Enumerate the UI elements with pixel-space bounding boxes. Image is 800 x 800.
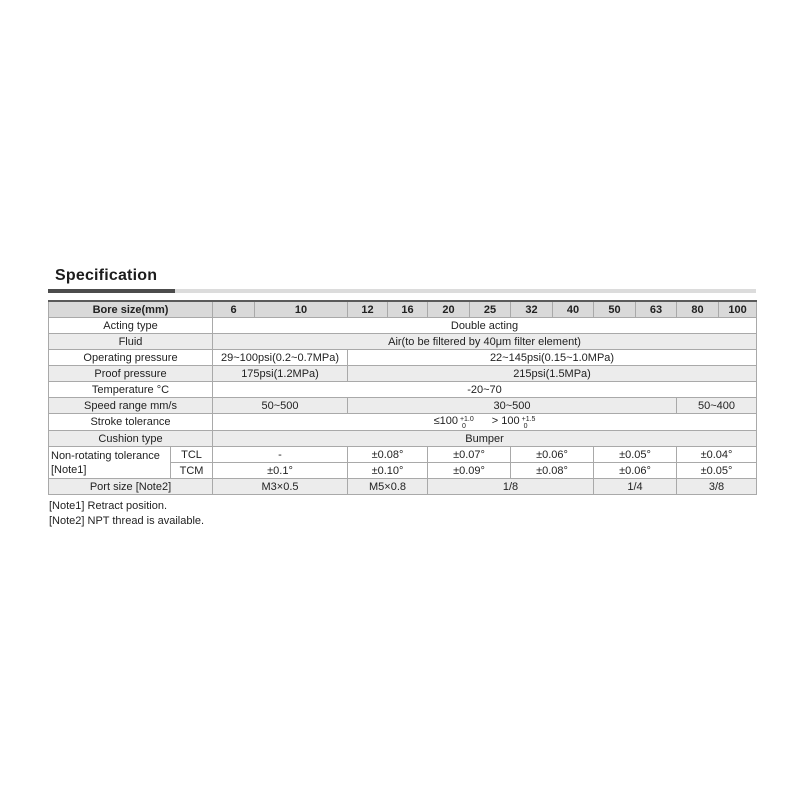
header-col-25: 25 <box>470 301 511 318</box>
stroke-tolerance-gt: > 100 <box>491 415 520 427</box>
header-col-50: 50 <box>594 301 636 318</box>
tcm-value-6-10: ±0.1° <box>213 463 348 479</box>
operating-pressure-small-bore: 29~100psi(0.2~0.7MPa) <box>213 350 348 366</box>
table-row-non-rotating-tcl <box>49 447 757 463</box>
tcm-value-80-100: ±0.05° <box>677 463 757 479</box>
title-underline <box>48 289 756 293</box>
header-col-40: 40 <box>553 301 594 318</box>
cushion-type-label: Cushion type <box>49 431 213 447</box>
speed-range-large-bore: 50~400 <box>677 398 757 414</box>
tcl-value-80-100: ±0.04° <box>677 447 757 463</box>
table-row-stroke-tolerance <box>49 414 757 431</box>
header-bore-size-label: Bore size(mm) <box>49 301 213 318</box>
footnotes <box>49 499 204 528</box>
page-title: Specification <box>55 267 158 284</box>
stroke-tolerance-le: ≤100 <box>433 415 458 427</box>
header-col-10: 10 <box>255 301 348 318</box>
tcl-value-6-10: - <box>213 447 348 463</box>
table-row-operating-pressure <box>49 350 757 366</box>
table-row-port-size <box>49 479 757 495</box>
tcm-value-32-40: ±0.08° <box>511 463 594 479</box>
tcm-value-12-16: ±0.10° <box>348 463 428 479</box>
non-rotating-label: Non-rotating tolerance [Note1] <box>49 447 171 479</box>
header-col-32: 32 <box>511 301 553 318</box>
stroke-tolerance-value <box>213 414 757 431</box>
cushion-type-value: Bumper <box>213 431 757 447</box>
header-col-12: 12 <box>348 301 388 318</box>
table-row-temperature <box>49 382 757 398</box>
proof-pressure-large-bore: 215psi(1.5MPa) <box>348 366 757 382</box>
temperature-value: -20~70 <box>213 382 757 398</box>
temperature-label: Temperature °C <box>49 382 213 398</box>
speed-range-mid-bore: 30~500 <box>348 398 677 414</box>
header-col-20: 20 <box>428 301 470 318</box>
port-size-6-10: M3×0.5 <box>213 479 348 495</box>
header-col-6: 6 <box>213 301 255 318</box>
operating-pressure-large-bore: 22~145psi(0.15~1.0MPa) <box>348 350 757 366</box>
tcl-value-12-16: ±0.08° <box>348 447 428 463</box>
fluid-label: Fluid <box>49 334 213 350</box>
port-size-80-100: 3/8 <box>677 479 757 495</box>
title-underline-accent <box>48 289 175 293</box>
header-col-63: 63 <box>636 301 677 318</box>
proof-pressure-small-bore: 175psi(1.2MPa) <box>213 366 348 382</box>
speed-range-label: Speed range mm/s <box>49 398 213 414</box>
fluid-value: Air(to be filtered by 40μm filter element) <box>213 334 757 350</box>
stroke-tolerance-gt-tol: +1.5 0 <box>521 416 536 430</box>
table-row-proof-pressure <box>49 366 757 382</box>
tcm-value-20-25: ±0.09° <box>428 463 511 479</box>
tcl-label: TCL <box>171 447 213 463</box>
footnote-2: [Note2] NPT thread is available. <box>49 514 205 527</box>
port-size-label: Port size [Note2] <box>49 479 213 495</box>
header-col-16: 16 <box>388 301 428 318</box>
tcl-value-20-25: ±0.07° <box>428 447 511 463</box>
acting-type-label: Acting type <box>49 318 213 334</box>
table-row-cushion-type <box>49 431 757 447</box>
acting-type-value: Double acting <box>213 318 757 334</box>
operating-pressure-label: Operating pressure <box>49 350 213 366</box>
table-row-speed-range <box>49 398 757 414</box>
header-col-100: 100 <box>719 301 757 318</box>
table-row-acting-type <box>49 318 757 334</box>
tcl-value-50-63: ±0.05° <box>594 447 677 463</box>
port-size-50-63: 1/4 <box>594 479 677 495</box>
footnote-1: [Note1] Retract position. <box>49 500 168 512</box>
tcm-label: TCM <box>171 463 213 479</box>
tcm-value-50-63: ±0.06° <box>594 463 677 479</box>
specification-table <box>48 300 757 495</box>
port-size-20-40: 1/8 <box>428 479 594 495</box>
stroke-tolerance-label: Stroke tolerance <box>49 414 213 431</box>
table-row-fluid <box>49 334 757 350</box>
proof-pressure-label: Proof pressure <box>49 366 213 382</box>
stroke-tolerance-le-tol: +1.0 0 <box>459 416 474 430</box>
table-row-header <box>49 301 757 318</box>
tcl-value-32-40: ±0.06° <box>511 447 594 463</box>
port-size-12-16: M5×0.8 <box>348 479 428 495</box>
speed-range-small-bore: 50~500 <box>213 398 348 414</box>
header-col-80: 80 <box>677 301 719 318</box>
